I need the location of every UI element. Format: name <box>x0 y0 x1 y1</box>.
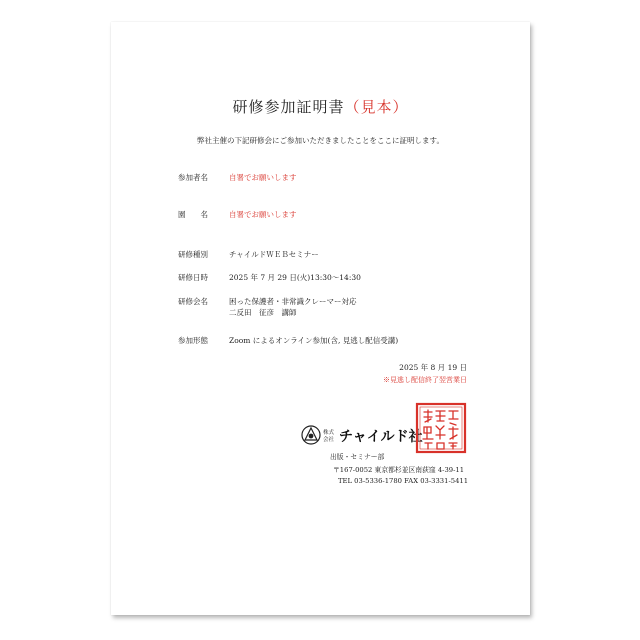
certificate-title <box>111 96 530 117</box>
field-value: 2025 年 7 月 29 日(火)13:30～14:30 <box>229 273 361 282</box>
field-label: 研修日時 <box>178 273 208 282</box>
field-value: 困った保護者・非常識クレーマー対応 <box>229 297 357 306</box>
title-main: 研修参加証明書 <box>232 98 345 116</box>
field-value: Zoom によるオンライン参加(含, 見逃し配信受講) <box>229 336 399 345</box>
logo-prefix-bottom: 会社 <box>323 437 335 443</box>
field-label: 研修会名 <box>178 297 208 306</box>
field-label: 研修種別 <box>178 250 208 259</box>
company-contact: TEL 03-5336-1780 FAX 03-3331-5411 <box>338 477 469 485</box>
field-label: 園 名 <box>178 210 208 219</box>
logo-emblem-icon <box>302 426 320 444</box>
field-value: 自署でお願いします <box>229 173 297 182</box>
logo-company-name: チャイルド社 <box>339 429 423 445</box>
company-seal-stamp <box>415 402 467 454</box>
field-value-lecturer: 二反田 征彦 講師 <box>229 308 297 317</box>
field-value: 自署でお願いします <box>229 210 297 219</box>
title-sample-mark: （見本） <box>344 98 409 116</box>
field-label: 参加形態 <box>178 336 208 345</box>
company-department: 出版・セミナー部 <box>330 453 385 461</box>
certificate-sheet <box>111 22 530 615</box>
issue-date: 2025 年 8 月 19 日 <box>399 363 467 372</box>
intro-text: 弊社主催の下記研修会にご参加いただきましたことをここに証明します。 <box>197 136 444 145</box>
field-label: 参加者名 <box>178 173 208 182</box>
company-address: 〒167-0052 東京都杉並区南荻窪 4-39-11 <box>333 466 465 474</box>
logo-prefix-top: 株式 <box>323 430 335 436</box>
company-logo <box>301 424 431 446</box>
issue-note: ※見逃し配信終了翌営業日 <box>383 376 467 384</box>
field-value: チャイルドＷＥＢセミナー <box>229 250 319 259</box>
